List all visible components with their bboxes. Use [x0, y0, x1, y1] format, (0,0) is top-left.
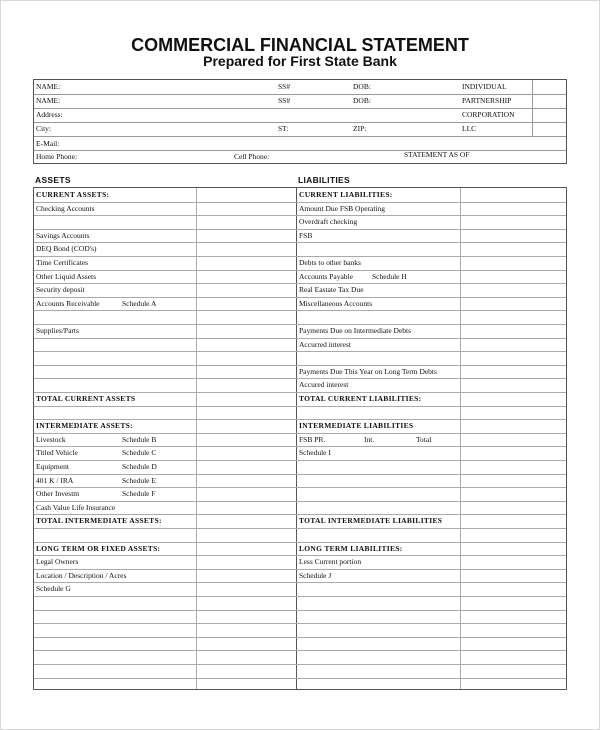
- asset-row-label: Supplies/Parts: [36, 326, 79, 335]
- asset-row-label: Savings Accounts: [36, 230, 90, 240]
- grid-row-line: [34, 650, 566, 651]
- asset-row-label: Security deposit: [36, 285, 85, 295]
- liability-row-label: Real Eastate Tax Due: [299, 285, 364, 295]
- dob1-label[interactable]: DOB:: [353, 82, 371, 91]
- page-title: COMMERCIAL FINANCIAL STATEMENT: [131, 35, 469, 55]
- asset-row-label: TOTAL INTERMEDIATE ASSETS:: [36, 516, 162, 526]
- llc-option[interactable]: LLC: [462, 124, 477, 133]
- liability-row-label: Less Current portion: [299, 557, 362, 567]
- liability-row-label: CURRENT LIABILITIES:: [299, 190, 393, 199]
- liability-row-label: FSB PR.: [299, 434, 326, 444]
- grid-row-line: [34, 528, 566, 529]
- grid-row-line: [34, 460, 566, 461]
- liability-row-label: Accured interest: [299, 380, 349, 390]
- asset-row-label: Titled Vehicle: [36, 448, 78, 458]
- liability-row-label: LONG TERM LIABILITIES:: [299, 543, 403, 553]
- asset-row-label: Time Certificates: [36, 258, 89, 267]
- statement-as-of-label[interactable]: STATEMENT AS OF: [404, 150, 470, 159]
- liability-row-extra2: Total: [416, 434, 432, 444]
- asset-row-label: Location / Description / Acres: [36, 570, 127, 580]
- ss2-label[interactable]: SS#: [278, 96, 291, 105]
- liability-row-label: Accounts Payable: [299, 271, 353, 281]
- individual-option[interactable]: INDIVIDUAL: [462, 82, 507, 91]
- liability-row-label: TOTAL CURRENT LIABILITIES:: [299, 394, 422, 403]
- dob2-label[interactable]: DOB:: [353, 96, 371, 105]
- grid-row-line: [34, 242, 566, 243]
- asset-row-label: Equipment: [36, 462, 69, 471]
- asset-row-label: CURRENT ASSETS:: [36, 190, 110, 199]
- liability-row-label: Schedule J: [299, 570, 332, 580]
- city-label[interactable]: City:: [36, 124, 52, 133]
- applicant-info-table: [33, 79, 567, 164]
- asset-row-schedule: Schedule F: [122, 489, 156, 499]
- grid-row-line: [34, 637, 566, 638]
- asset-row-label: Other Investm: [36, 489, 80, 499]
- liability-row-label: Payments Due on Intermediate Debts: [299, 326, 412, 335]
- grid-row-line: [34, 610, 566, 611]
- asset-row-schedule: Schedule A: [122, 298, 157, 308]
- balance-sheet-grid: [33, 187, 567, 690]
- asset-row-schedule: Schedule D: [122, 462, 157, 471]
- name2-label[interactable]: NAME:: [36, 96, 61, 105]
- grid-row-line: [34, 474, 566, 475]
- asset-row-label: LONG TERM OR FIXED ASSETS:: [36, 543, 161, 553]
- home-phone-label[interactable]: Home Phone:: [36, 152, 78, 161]
- liability-row-label: Overdraft checking: [299, 217, 358, 227]
- grid-row-line: [34, 351, 566, 352]
- state-label[interactable]: ST:: [278, 124, 289, 133]
- liability-row-label: Payments Due This Year on Long Term Debts: [299, 366, 437, 376]
- grid-row-line: [34, 664, 566, 665]
- grid-row-line: [34, 596, 566, 597]
- asset-row-label: 401 K / IRA: [36, 475, 74, 485]
- liability-row-label: TOTAL INTERMEDIATE LIABILITIES: [299, 516, 443, 526]
- asset-row-label: Checking Accounts: [36, 203, 95, 213]
- liability-row-label: Amount Due FSB Operating: [299, 203, 386, 213]
- asset-row-label: Livestock: [36, 434, 66, 444]
- asset-row-label: Other Liquid Assets: [36, 271, 96, 281]
- asset-row-label: Cash Value Life Insurance: [36, 502, 116, 512]
- grid-row-line: [34, 406, 566, 407]
- address-label[interactable]: Address:: [36, 110, 63, 119]
- liabilities-heading: LIABILITIES: [298, 175, 350, 185]
- grid-row-line: [34, 582, 566, 583]
- asset-row-label: Legal Owners: [36, 557, 79, 567]
- asset-row-label: Schedule G: [36, 584, 71, 594]
- asset-row-label: TOTAL CURRENT ASSETS: [36, 394, 136, 403]
- liability-row-label: FSB: [299, 230, 313, 240]
- email-label[interactable]: E-Mail:: [36, 139, 60, 148]
- grid-row-line: [34, 623, 566, 624]
- asset-row-schedule: Schedule B: [122, 434, 157, 444]
- ss1-label[interactable]: SS#: [278, 82, 291, 91]
- assets-heading: ASSETS: [35, 175, 71, 185]
- grid-row-line: [34, 487, 566, 488]
- grid-row-line: [34, 310, 566, 311]
- asset-row-label: INTERMEDIATE ASSETS:: [36, 421, 133, 431]
- liability-row-label: INTERMEDIATE LIABILITIES: [299, 421, 414, 431]
- zip-label[interactable]: ZIP:: [353, 124, 367, 133]
- cell-phone-label[interactable]: Cell Phone:: [234, 152, 270, 161]
- name1-label[interactable]: NAME:: [36, 82, 61, 91]
- liability-row-label: Miscellaneous Accounts: [299, 298, 373, 308]
- asset-row-label: Accounts Receivable: [36, 298, 100, 308]
- corporation-option[interactable]: CORPORATION: [462, 110, 515, 119]
- liability-row-extra: Int.: [364, 434, 375, 444]
- liability-row-extra: Schedule H: [372, 271, 407, 281]
- liability-row-label: Accurred interest: [299, 339, 351, 349]
- liability-row-label: Schedule I: [299, 448, 331, 458]
- asset-row-schedule: Schedule E: [122, 475, 156, 485]
- asset-row-schedule: Schedule C: [122, 448, 157, 458]
- page-subtitle: Prepared for First State Bank: [203, 53, 397, 69]
- partnership-option[interactable]: PARTNERSHIP: [462, 96, 512, 105]
- asset-row-label: DEQ Bond (COD's): [36, 244, 97, 254]
- liability-row-label: Debts to other banks: [299, 258, 361, 267]
- grid-row-line: [34, 678, 566, 679]
